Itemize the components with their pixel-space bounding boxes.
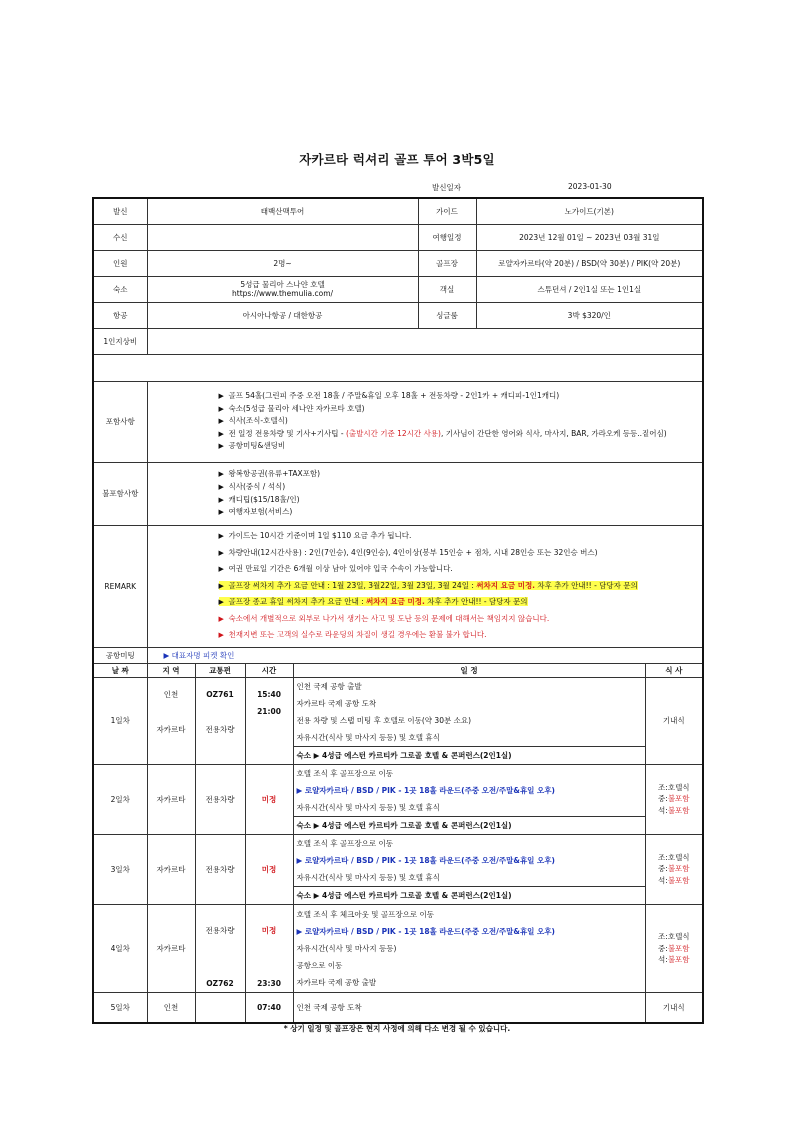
sender-value: 태백산맥투어 xyxy=(147,198,418,224)
footer-note: * 상기 일정 및 골프장은 현지 사정에 의해 다소 변경 될 수 있습니다. xyxy=(283,1024,511,1033)
col-day: 날 짜 xyxy=(93,663,147,677)
col-itinerary: 일 정 xyxy=(293,663,645,677)
day-place: 인천 xyxy=(147,993,195,1023)
excluded-item: ▶ 캐디팁($15/18홀/인) xyxy=(219,494,700,507)
remark-label: REMARK xyxy=(93,525,147,647)
period-value: 2023년 12월 01일 ~ 2023년 03월 31일 xyxy=(476,224,703,250)
day-label: 1일차 xyxy=(93,677,147,764)
day-meal: 기내식 xyxy=(645,677,703,764)
hotel-url[interactable]: https://www.themulia.com/ xyxy=(232,289,334,298)
day-accommodation: 숙소 ▶ 4성급 에스턴 카르티카 그로골 호텔 & 콘퍼런스(2인1실) xyxy=(296,890,512,900)
excluded-item: ▶ 왕복항공권(유류+TAX포함) xyxy=(219,468,700,481)
remark-item: ▶ 가이드는 10시간 기준이며 1일 $110 요금 추가 됩니다. xyxy=(219,528,700,545)
bullet-icon: ▶ xyxy=(218,442,224,451)
day-time: 미정 xyxy=(245,764,293,834)
golf-value: 로얄자카르타(약 20분) / BSD(약 30분) / PIK(약 20분) xyxy=(476,250,703,276)
included-label: 포함사항 xyxy=(93,381,147,462)
remark-item: ▶ 여권 만료일 기간은 6개월 이상 남아 있어야 입국 수속이 가능합니다. xyxy=(219,561,700,578)
sender-label: 발신 xyxy=(93,198,147,224)
excluded-label: 불포함사항 xyxy=(93,462,147,525)
day-meal: 기내식 xyxy=(645,993,703,1023)
remark-surcharge-item: ▶ 골프장 써차지 추가 요금 안내 : 1월 23일, 3월22일, 3월 23일, 3월 24일 : 써차지 요금 미정. 차후 추가 안내!! - 담당자 문의 xyxy=(219,578,700,595)
bullet-icon: ▶ xyxy=(218,470,224,479)
guide-value: 노가이드(기본) xyxy=(476,198,703,224)
bullet-icon: ▶ xyxy=(218,404,224,413)
col-place: 지 역 xyxy=(147,663,195,677)
hotel-label: 숙소 xyxy=(93,276,147,302)
period-label: 여행일정 xyxy=(418,224,476,250)
bullet-icon: ▶ xyxy=(218,417,224,426)
excluded-item: ▶ 식사(중식 / 석식) xyxy=(219,481,700,494)
bullet-icon: ▶ xyxy=(218,581,224,590)
day-golf-round: ▶ 로얄자카르타 / BSD / PIK - 1곳 18홀 라운드(주중 오전/주말&휴일 오후) xyxy=(296,855,555,865)
included-item: ▶ 식사(조식-호텔식) xyxy=(219,415,700,428)
day-itinerary: 호텔 조식 후 체크아웃 및 골프장으로 이동 ▶ 로얄자카르타 / BSD / PIK - 1곳 18홀 라운드(주중 오전/주말&휴일 오후) 자유시간(식사 및 마사지 등등) 공항으로 이동 자카르타 국제 공항 출발 xyxy=(293,904,645,993)
blank-row xyxy=(93,354,703,381)
meeting-label: 공항미팅 xyxy=(93,647,147,663)
bullet-icon: ▶ xyxy=(218,482,224,491)
hotel-name: 5성급 물리아 스나얀 호텔 xyxy=(240,280,325,289)
day-place: 자카르타 xyxy=(147,834,195,904)
day-time: 미정 xyxy=(245,834,293,904)
day-row xyxy=(93,834,703,904)
people-label: 인원 xyxy=(93,250,147,276)
bullet-icon: ▶ xyxy=(163,650,172,660)
day-accommodation: 숙소 ▶ 4성급 에스턴 카르티카 그로골 호텔 & 콘퍼런스(2인1실) xyxy=(294,747,645,764)
col-time: 시간 xyxy=(245,663,293,677)
issue-date-label: 발신일자 xyxy=(432,183,461,192)
day-transport xyxy=(195,993,245,1023)
day-label: 3일차 xyxy=(93,834,147,904)
day-meal: 조:호텔식 중:불포함 석:불포함 xyxy=(645,834,703,904)
document-title: 자카르타 럭셔리 골프 투어 3박5일 xyxy=(299,152,495,167)
bullet-icon: ▶ xyxy=(218,614,224,623)
day-time: 미정 23:30 xyxy=(245,904,293,993)
day-place: 인천 자카르타 xyxy=(147,677,195,764)
hotel-value xyxy=(147,276,418,302)
day-transport: 전용차량 OZ762 xyxy=(195,904,245,993)
bullet-icon: ▶ xyxy=(218,532,224,541)
bullet-icon: ▶ xyxy=(218,508,224,517)
day-row xyxy=(93,993,703,1023)
remark-list xyxy=(147,525,703,647)
day-place: 자카르타 xyxy=(147,904,195,993)
air-label: 항공 xyxy=(93,302,147,328)
golf-label: 골프장 xyxy=(418,250,476,276)
meeting-value: ▶ 대표자명 피켓 확인 xyxy=(147,647,703,663)
air-value: 아시아나항공 / 대한항공 xyxy=(147,302,418,328)
room-value: 스튜던셔 / 2인1실 또는 1인1실 xyxy=(476,276,703,302)
bullet-icon: ▶ xyxy=(218,495,224,504)
included-list xyxy=(147,381,703,462)
remark-surcharge-item: ▶ 골프장 종교 휴일 써차지 추가 요금 안내 : 써차지 요금 미정. 차후 추가 안내!! - 담당자 문의 xyxy=(219,594,700,611)
included-item: ▶ 공항미팅&샌딩비 xyxy=(219,440,700,453)
remark-warning-item: ▶ 숙소에서 개별적으로 외부로 나가서 생기는 사고 및 도난 등의 문제에 대해서는 책임지지 않습니다. xyxy=(219,611,700,628)
people-value: 2명~ xyxy=(147,250,418,276)
bullet-icon: ▶ xyxy=(218,548,224,557)
guide-label: 가이드 xyxy=(418,198,476,224)
included-item: ▶ 골프 54홀(그린피 주중 오전 18홀 / 주말&휴일 오후 18홀 + 전동차량 - 2인1카 + 캐디피-1인1캐디) xyxy=(219,390,700,403)
included-item: ▶ 전 일정 전용차량 및 기사+기사팁 - (출발시간 기준 12시간 사용), 기사님이 간단한 영어와 식사, 마사지, BAR, 가라오케 등등..짙어심) xyxy=(219,428,700,441)
day-transport: 전용차량 xyxy=(195,764,245,834)
day-label: 2일차 xyxy=(93,764,147,834)
day-meal: 조:호텔식 중:불포함 석:불포함 xyxy=(645,904,703,993)
day-golf-round: ▶ 로얄자카르타 / BSD / PIK - 1곳 18홀 라운드(주중 오전/주말&휴일 오후) xyxy=(296,926,555,936)
remark-warning-item: ▶ 천재지변 또는 고객의 실수로 라운딩의 차질이 생길 경우에는 환불 불가 합니다. xyxy=(219,627,700,644)
day-place: 자카르타 xyxy=(147,764,195,834)
bullet-icon: ▶ xyxy=(218,631,224,640)
bullet-icon: ▶ xyxy=(218,429,224,438)
issue-date: 2023-01-30 xyxy=(568,182,612,191)
col-meal: 식 사 xyxy=(645,663,703,677)
day-row xyxy=(93,764,703,834)
day-label: 4일차 xyxy=(93,904,147,993)
itinerary-table xyxy=(92,197,704,1024)
day-transport: OZ761 전용차량 xyxy=(195,677,245,764)
day-golf-round: ▶ 로얄자카르타 / BSD / PIK - 1곳 18홀 라운드(주중 오전/주말&휴일 오후) xyxy=(296,785,555,795)
day-accommodation: 숙소 ▶ 4성급 에스턴 카르티카 그로골 호텔 & 콘퍼런스(2인1실) xyxy=(296,820,512,830)
price-value xyxy=(147,328,703,354)
day-row xyxy=(93,904,703,993)
receiver-label: 수신 xyxy=(93,224,147,250)
single-value: 3박 $320/인 xyxy=(476,302,703,328)
day-itinerary: 인천 국제 공항 도착 xyxy=(293,993,645,1023)
day-itinerary: 호텔 조식 후 골프장으로 이동 ▶ 로얄자카르타 / BSD / PIK - 1곳 18홀 라운드(주중 오전/주말&휴일 오후) 자유시간(식사 및 마사지 등등) 및 호텔 휴식 숙소 ▶ 4성급 에스턴 카르티카 그로골 호텔 & 콘퍼런스(2인1실) xyxy=(293,834,645,904)
excluded-list xyxy=(147,462,703,525)
day-itinerary: 호텔 조식 후 골프장으로 이동 ▶ 로얄자카르타 / BSD / PIK - 1곳 18홀 라운드(주중 오전/주말&휴일 오후) 자유시간(식사 및 마사지 등등) 및 호텔 휴식 숙소 ▶ 4성급 에스턴 카르티카 그로골 호텔 & 콘퍼런스(2인1실) xyxy=(293,764,645,834)
single-label: 싱글룸 xyxy=(418,302,476,328)
day-row xyxy=(93,677,703,764)
included-item: ▶ 숙소(5성급 물리아 세나얀 자카르타 호텔) xyxy=(219,403,700,416)
remark-item: ▶ 차량안내(12시간사용) : 2인(7인승), 4인(9인승), 4인이상(봉부 15인승 + 점차, 시내 28인승 또는 32인승 버스) xyxy=(219,545,700,562)
excluded-item: ▶ 여행자보험(서비스) xyxy=(219,506,700,519)
receiver-value xyxy=(147,224,418,250)
price-label: 1인지상비 xyxy=(93,328,147,354)
day-time: 15:40 21:00 xyxy=(245,677,293,764)
day-transport: 전용차량 xyxy=(195,834,245,904)
day-meal: 조:호텔식 중:불포함 석:불포함 xyxy=(645,764,703,834)
bullet-icon: ▶ xyxy=(218,392,224,401)
bullet-icon: ▶ xyxy=(218,598,224,607)
day-label: 5일차 xyxy=(93,993,147,1023)
bullet-icon: ▶ xyxy=(218,565,224,574)
room-label: 객실 xyxy=(418,276,476,302)
day-itinerary: 인천 국제 공항 출발 자카르타 국제 공항 도착 전용 차량 및 스탭 미팅 후 호텔로 이동(약 30분 소요) 자유시간(식사 및 마사지 등등) 및 호텔 휴식 숙소 ▶ 4성급 에스턴 카르티카 그로골 호텔 & 콘퍼런스(2인1실) xyxy=(293,677,645,764)
day-time: 07:40 xyxy=(245,993,293,1023)
col-transport: 교통편 xyxy=(195,663,245,677)
